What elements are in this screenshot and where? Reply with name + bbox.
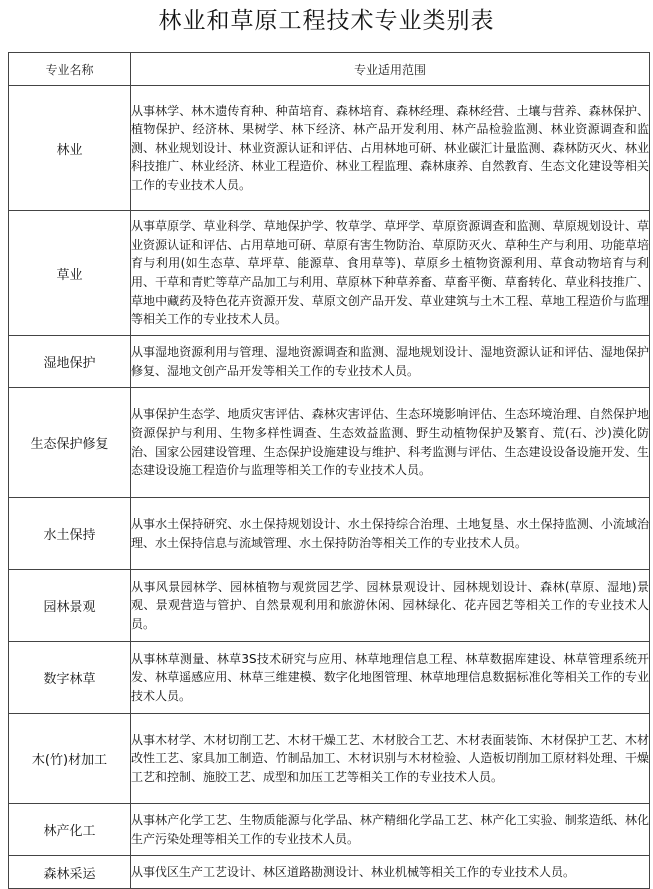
column-header-major-name: 专业名称 xyxy=(9,53,131,86)
scope-cell: 从事林学、林木遗传育种、种苗培育、森林培育、森林经理、森林经营、土壤与营养、森林保护、植物保护、经济林、果树学、林下经济、林产品开发利用、林产品检验监测、林业资源调查和监测、林业规划设计、林业资源认证和评估、占用林地可研、林业碳汇计量监测、森林防灭火、林业科技推广、林业经济、林业工程造价、林业工程监理、森林康养、自然教育、生态文化建设等相关工作的专业技术人员。 xyxy=(131,86,650,211)
table-row xyxy=(9,570,650,642)
scope-cell: 从事木材学、木材切削工艺、木材干燥工艺、木材胶合工艺、木材表面装饰、木材保护工艺、木材改性工艺、家具加工制造、竹制品加工、木材识别与木材检验、人造板切削加工原材料处理、干燥工艺和控制、施胶工艺、成型和加压工艺等相关工作的专业技术人员。 xyxy=(131,714,650,804)
scope-cell: 从事湿地资源利用与管理、湿地资源调查和监测、湿地规划设计、湿地资源认证和评估、湿地保护修复、湿地文创产品开发等相关工作的专业技术人员。 xyxy=(131,336,650,388)
scope-cell: 从事风景园林学、园林植物与观赏园艺学、园林景观设计、园林规划设计、森林(草原、湿地)景观、景观营造与管护、自然景观利用和旅游休闲、园林绿化、花卉园艺等相关工作的专业技术人员。 xyxy=(131,570,650,642)
major-name-cell: 园林景观 xyxy=(9,570,131,642)
scope-cell: 从事伐区生产工艺设计、林区道路勘测设计、林业机械等相关工作的专业技术人员。 xyxy=(131,856,650,889)
table-row xyxy=(9,498,650,570)
major-name-cell: 草业 xyxy=(9,211,131,336)
major-name-cell: 数字林草 xyxy=(9,642,131,714)
scope-cell: 从事林产化学工艺、生物质能源与化学品、林产精细化学品工艺、林产化工实验、制浆造纸、林化生产污染处理等相关工作的专业技术人员。 xyxy=(131,804,650,856)
table-row xyxy=(9,211,650,336)
table-header-row xyxy=(9,53,650,86)
column-header-scope: 专业适用范围 xyxy=(131,53,650,86)
major-name-cell: 湿地保护 xyxy=(9,336,131,388)
table-row xyxy=(9,86,650,211)
table-row xyxy=(9,856,650,889)
category-table xyxy=(8,52,650,889)
scope-cell: 从事草原学、草业科学、草地保护学、牧草学、草坪学、草原资源调查和监测、草原规划设计、草业资源认证和评估、占用草地可研、草原有害生物防治、草原防灭火、草种生产与利用、功能草培育与利用(如生态草、草坪草、能源草、食用草等)、草原乡土植物资源利用、草食动物培育与利用、干草和青贮等草产品加工与利用、草原林下种草养畜、草畜平衡、草畜转化、草业科技推广、草地中藏药及特色花卉资源开发、草原文创产品开发、草业建筑与土木工程、草地工程造价与监理等相关工作的专业技术人员。 xyxy=(131,211,650,336)
major-name-cell: 森林采运 xyxy=(9,856,131,889)
major-name-cell: 生态保护修复 xyxy=(9,388,131,498)
major-name-cell: 林产化工 xyxy=(9,804,131,856)
document-title: 林业和草原工程技术专业类别表 xyxy=(158,8,495,34)
table-row xyxy=(9,642,650,714)
table-row xyxy=(9,714,650,804)
major-name-cell: 水土保持 xyxy=(9,498,131,570)
table-row xyxy=(9,804,650,856)
major-name-cell: 林业 xyxy=(9,86,131,211)
major-name-cell: 木(竹)材加工 xyxy=(9,714,131,804)
table-row xyxy=(9,388,650,498)
scope-cell: 从事保护生态学、地质灾害评估、森林灾害评估、生态环境影响评估、生态环境治理、自然保护地资源保护与利用、生物多样性调查、生态效益监测、野生动植物保护及繁育、荒(石、沙)漠化防治、国家公园建设管理、生态保护设施建设与维护、科考监测与评估、生态建设设备设施开发、生态建设设施工程造价与监理等相关工作的专业技术人员。 xyxy=(131,388,650,498)
scope-cell: 从事林草测量、林草3S技术研究与应用、林草地理信息工程、林草数据库建设、林草管理系统开发、林草遥感应用、林草三维建模、数字化地图管理、林草地理信息数据标准化等相关工作的专业技术人员。 xyxy=(131,642,650,714)
table-row xyxy=(9,336,650,388)
scope-cell: 从事水土保持研究、水土保持规划设计、水土保持综合治理、土地复垦、水土保持监测、小流域治理、水土保持信息与流域管理、水土保持防治等相关工作的专业技术人员。 xyxy=(131,498,650,570)
